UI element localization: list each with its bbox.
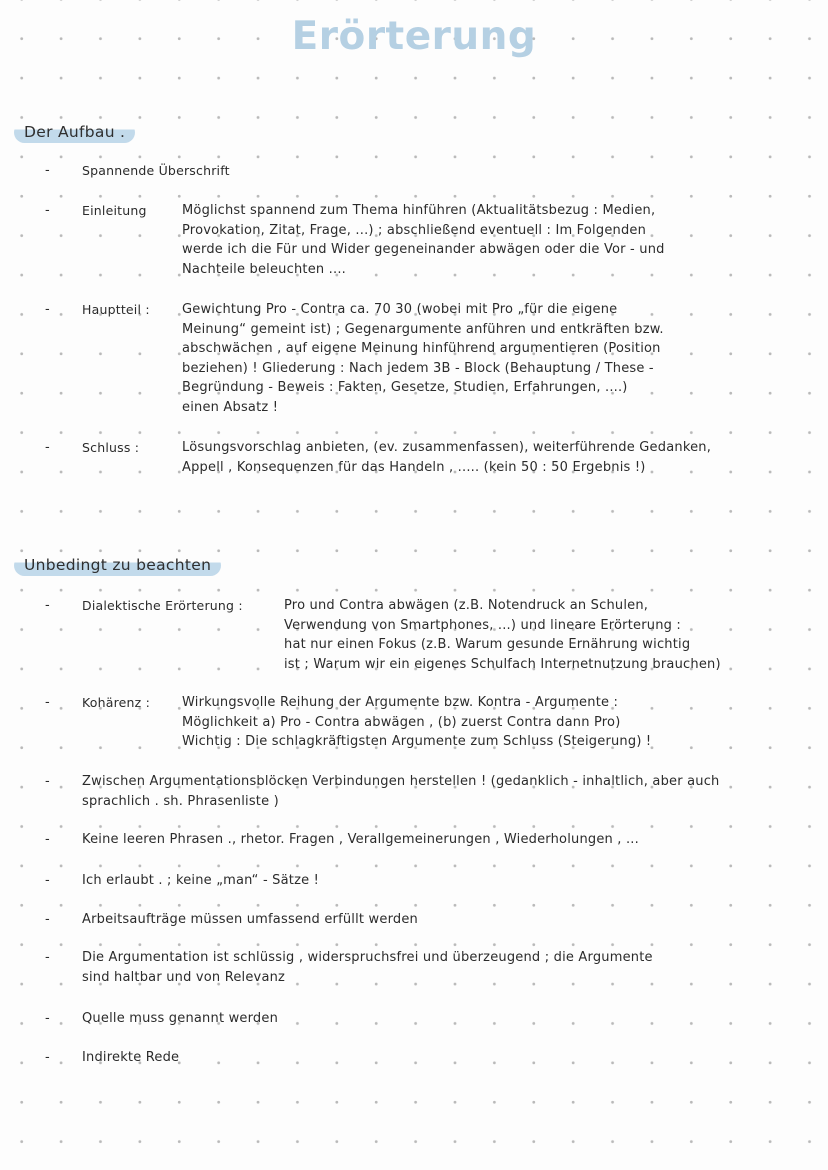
item-text [182,300,664,417]
item-text [82,871,319,891]
text-line: Zwischen Argumentationsblöcken Verbindungen herstellen ! (gedanklich - inhaltlich, aber auch [82,774,720,789]
item-label: Hauptteil : [82,302,150,317]
section-heading-aufbau: Der Aufbau . [14,122,135,143]
item-label: Schluss : [82,440,140,455]
bullet-dash: - [45,832,50,847]
text-line: Indirekte Rede [82,1050,180,1065]
text-line: Appell , Konsequenzen für das Handeln , ..... (kein 50 : 50 Ergebnis !) [182,459,646,475]
section-heading-beachten: Unbedingt zu beachten [14,555,221,576]
text-line: Lösungsvorschlag anbieten, (ev. zusammenfassen), weiterführende Gedanken, [182,440,712,455]
bullet-dash: - [45,774,50,789]
item-text [82,1009,278,1029]
item-label: Kohärenz : [82,695,151,710]
text-line: Ich erlaubt . ; keine „man“ - Sätze ! [82,873,320,888]
text-line: abschwächen , auf eigene Meinung hinführend argumentieren (Position [182,341,661,356]
text-line: beziehen) ! Gliederung : Nach jedem 3B - Block (Behauptung / These - [182,360,654,376]
bullet-dash: - [45,163,50,178]
text-line: ist ; Warum wir ein eigenes Schulfach Internetnutzung brauchen) [284,656,721,672]
item-label: Spannende Überschrift [82,163,230,178]
text-line: Provokation, Zitat, Frage, ...) ; abschließend eventuell : Im Folgenden [182,222,647,238]
text-line: Nachteile beleuchten .... [182,261,347,277]
bullet-dash: - [45,440,50,455]
text-line: Wichtig : Die schlagkräftigsten Argumente zum Schluss (Steigerung) ! [182,734,652,749]
text-line: sprachlich . sh. Phrasenliste ) [82,793,279,809]
item-text [82,910,418,930]
item-text [182,201,665,279]
bullet-dash: - [45,873,50,888]
page-title: Erörterung [291,14,537,59]
text-line: Meinung“ gemeint ist) ; Gegenargumente anführen und entkräften bzw. [182,321,664,337]
item-text [82,1048,179,1068]
text-line: werde ich die Für und Wider gegeneinander abwägen oder die Vor - und [182,242,665,257]
text-line: Begründung - Beweis : Fakten, Gesetze, Studien, Erfahrungen, ....) [182,380,628,395]
item-text [182,438,711,477]
item-text [82,830,639,850]
bullet-dash: - [45,1011,50,1026]
text-line: Arbeitsaufträge müssen umfassend erfüllt werden [82,912,418,927]
text-line: Möglichst spannend zum Thema hinführen (Aktualitätsbezug : Medien, [182,203,656,218]
text-line: Quelle muss genannt werden [82,1011,279,1026]
text-line: Keine leeren Phrasen ., rhetor. Fragen , Verallgemeinerungen , Wiederholungen , ... [82,832,639,847]
text-line: sind haltbar und von Relevanz [82,969,286,985]
item-label: Einleitung [82,203,147,218]
text-line: hat nur einen Fokus (z.B. Warum gesunde Ernährung wichtig [284,637,691,652]
bullet-dash: - [45,203,50,218]
bullet-dash: - [45,950,50,965]
bullet-dash: - [45,1050,50,1065]
text-line: Wirkungsvolle Reihung der Argumente bzw. Kontra - Argumente : [182,695,619,710]
item-text [284,596,721,674]
text-line: Gewichtung Pro - Contra ca. 70 30 (wobei mit Pro „für die eigene [182,302,618,317]
item-text [82,948,653,987]
bullet-dash: - [45,598,50,613]
bullet-dash: - [45,302,50,317]
item-text [82,772,720,811]
text-line: Pro und Contra abwägen (z.B. Notendruck an Schulen, [284,598,649,613]
bullet-dash: - [45,695,50,710]
text-line: Die Argumentation ist schlüssig , widerspruchsfrei und überzeugend ; die Argumente [82,950,653,965]
text-line: Möglichkeit a) Pro - Contra abwägen , (b) zuerst Contra dann Pro) [182,714,621,730]
text-line: einen Absatz ! [182,399,279,415]
item-label: Dialektische Erörterung : [82,598,243,613]
text-line: Verwendung von Smartphones, ...) und lineare Erörterung : [284,617,682,633]
item-text [182,693,651,752]
bullet-dash: - [45,912,50,927]
